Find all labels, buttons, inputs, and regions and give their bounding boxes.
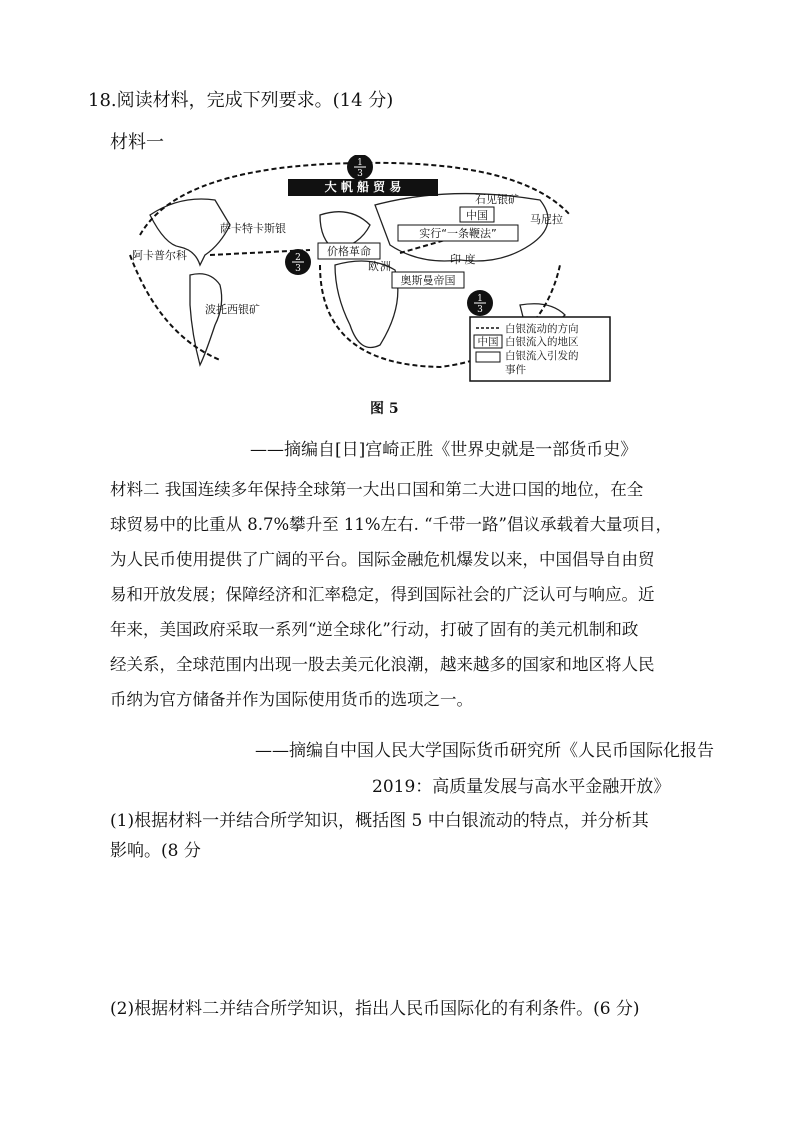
material2-line: 年来，美国政府采取一系列“逆全球化”行动，打破了固有的美元机制和政 xyxy=(110,620,639,639)
material2-line: 币纳为官方储备并作为国际使用货币的选项之一。 xyxy=(110,690,473,709)
fraction-right-den: 3 xyxy=(477,305,483,315)
figure-label: 图 5 xyxy=(370,401,399,417)
map-svg xyxy=(120,155,620,385)
silver-flow-map xyxy=(120,155,620,385)
top-trade-label: 大 帆 船 贸 易 xyxy=(324,180,402,194)
material2-line: 材料二 我国连续多年保持全球第一大出口国和第二大进口国的地位，在全 xyxy=(110,480,644,499)
single-whip-label: 实行“一条鞭法” xyxy=(419,227,497,240)
manila-label: 马尼拉 xyxy=(530,213,563,226)
legend-inflow-event-1: 白银流入引发的 xyxy=(505,350,579,362)
zacatecas-label: 萨卡特卡斯银 xyxy=(220,222,286,235)
fraction-left-num: 2 xyxy=(295,253,301,263)
material2-line: 为人民币使用提供了广阔的平台。国际金融危机爆发以来，中国倡导自由贸 xyxy=(110,550,655,569)
material2-line: 经关系，全球范围内出现一股去美元化浪潮，越来越多的国家和地区将人民 xyxy=(110,655,655,674)
material2-line: 易和开放发展；保障经济和汇率稳定，得到国际社会的广泛认可与响应。近 xyxy=(110,585,655,604)
legend-arrow-label: 白银流动的方向 xyxy=(505,323,579,335)
legend-event-box-icon xyxy=(476,352,500,362)
material2-line: 球贸易中的比重从 8.7%攀升至 11%左右. “千带一路”倡议承载着大量项目， xyxy=(110,515,672,534)
fraction-right xyxy=(467,290,493,316)
india-label: 印 度 xyxy=(450,253,476,266)
acapulco-label: 阿卡普尔科 xyxy=(132,249,187,262)
material1-source: ——摘编自[日]宫崎正胜《世界史就是一部货币史》 xyxy=(250,440,638,460)
legend-inflow-area: 白银流入的地区 xyxy=(505,336,579,348)
material2-paragraph xyxy=(110,472,690,717)
continent-label: 洲 xyxy=(380,260,391,273)
question-1-line1: (1)根据材料一并结合所学知识，概括图 5 中白银流动的特点，并分析其 xyxy=(110,811,649,831)
potosi-label: 波托西银矿 xyxy=(205,303,260,316)
ottoman-label: 奥斯曼帝国 xyxy=(400,274,456,287)
europe-label: 欧 xyxy=(368,260,379,273)
silver-mine-label: 石见银矿 xyxy=(475,193,519,206)
question-1 xyxy=(110,806,690,866)
china-label: 中国 xyxy=(466,209,488,222)
material2-source-line1: ——摘编自中国人民大学国际货币研究所《人民币国际化报告 xyxy=(255,741,714,761)
map-legend xyxy=(470,317,610,381)
question-title: 18.阅读材料，完成下列要求。(14 分) xyxy=(88,90,394,111)
question-1-line2: 影响。(8 分 xyxy=(110,841,201,861)
legend-inflow-event-2: 事件 xyxy=(505,364,526,376)
legend-china-label: 中国 xyxy=(477,336,499,348)
material2-source-line2: 2019：高质量发展与高水平金融开放》 xyxy=(372,777,671,797)
fraction-top-den: 3 xyxy=(357,169,363,179)
fraction-right-num: 1 xyxy=(477,294,483,304)
question-2: (2)根据材料二并结合所学知识，指出人民币国际化的有利条件。(6 分) xyxy=(110,999,640,1019)
price-revolution-label: 价格革命 xyxy=(327,245,371,258)
fraction-left xyxy=(285,249,311,275)
fraction-top xyxy=(347,155,373,180)
south-america-outline xyxy=(190,274,222,365)
fraction-top-num: 1 xyxy=(357,158,363,168)
fraction-left-den: 3 xyxy=(295,264,301,274)
material1-label: 材料一 xyxy=(110,132,164,153)
